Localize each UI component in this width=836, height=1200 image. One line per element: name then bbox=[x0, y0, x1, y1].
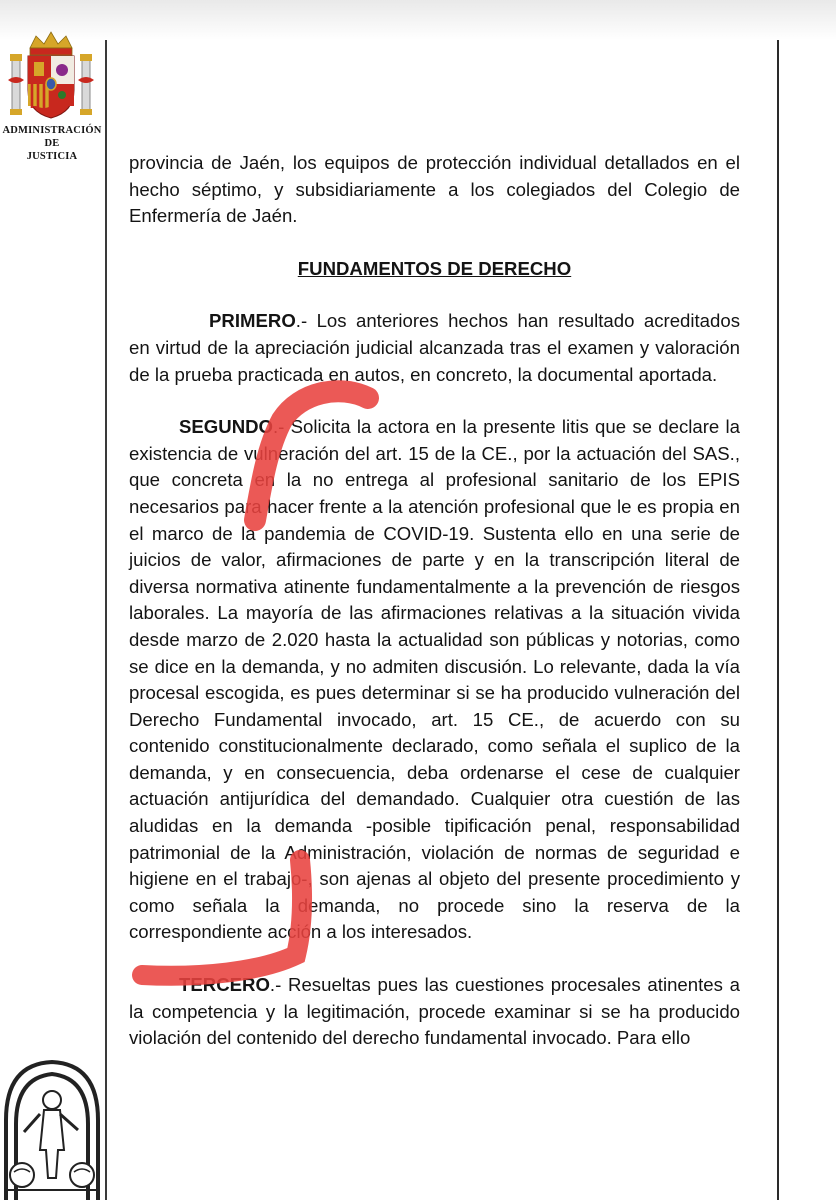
page-top-shadow bbox=[0, 0, 836, 40]
segundo-label: SEGUNDO bbox=[179, 416, 274, 438]
section-heading: FUNDAMENTOS DE DERECHO bbox=[297, 257, 572, 279]
intro-paragraph: provincia de Jaén, los equipos de protección individual detallados en el hecho séptimo, y subsidiariamente a los colegiados del Colegio de Enfermería de Jaén. bbox=[129, 152, 740, 227]
admin-line-2: DE bbox=[44, 138, 60, 149]
coat-of-arms-spain-icon bbox=[8, 30, 94, 122]
left-margin-rule bbox=[105, 40, 107, 1200]
tercero-label: TERCERO bbox=[179, 974, 270, 996]
paragraph-tercero bbox=[129, 972, 740, 1052]
junta-andalucia-hercules-emblem-icon bbox=[0, 1050, 104, 1200]
admin-line-3: JUSTICIA bbox=[26, 151, 78, 162]
segundo-text: .- Solicita la actora en la presente litis que se declare la existencia de vulneración del art. 15 de la CE., por la actuación del SAS., que concreta en la no entrega al profesional sanitario de los EPIS necesarios para hacer frente a la atención profesional que le es propia en el marco de la pandemia de COVID-19. Sustenta ello en una serie de juicios de valor, afirmaciones de parte y en la transcripción literal de diversa normativa atinente fundamentalmente a la prevención de riesgos laborales. La mayoría de las afirmaciones relativas a la situación vivida desde marzo de 2.020 hasta la actualidad son públicas y notorias, como se dice en la demanda, y no admiten discusión. Lo relevante, dada la vía procesal escogida, es pues determinar si se ha producido vulneración del Derecho Fundamental invocado, art. 15 CE., de acuerdo con su contenido constitucionalmente declarado, como señala el suplico de la demanda, y en consecuencia, deba ordenarse el cese de cualquier actuación antijurídica del demandado. Cualquier otra cuestión de las aludidas en la demanda -posible tipificación penal, responsabilidad patrimonial de la Administración, violación de normas de seguridad e higiene en el trabajo-, son ajenas al objeto del presente procedimiento y como señala la demanda, no procede sino la reserva de la correspondiente acción a los interesados. bbox=[129, 416, 740, 943]
admin-line-1: ADMINISTRACIÓN bbox=[2, 125, 102, 136]
document-body bbox=[129, 150, 740, 1052]
primero-label: PRIMERO bbox=[209, 310, 296, 332]
administracion-de-justicia-label bbox=[0, 124, 104, 163]
right-margin-rule bbox=[777, 40, 779, 1200]
paragraph-primero bbox=[129, 308, 740, 388]
tercero-text: .- Resueltas pues las cuestiones procesales atinentes a la competencia y la legitimación, procede examinar si se ha producido violación del contenido del derecho fundamental invocado. Para ello bbox=[129, 974, 740, 1049]
primero-text: .- Los anteriores hechos han resultado acreditados en virtud de la apreciación judicial alcanzada tras el examen y valoración de la prueba practicada en autos, en concreto, la documental aportada. bbox=[129, 310, 740, 385]
paragraph-segundo bbox=[129, 414, 740, 946]
